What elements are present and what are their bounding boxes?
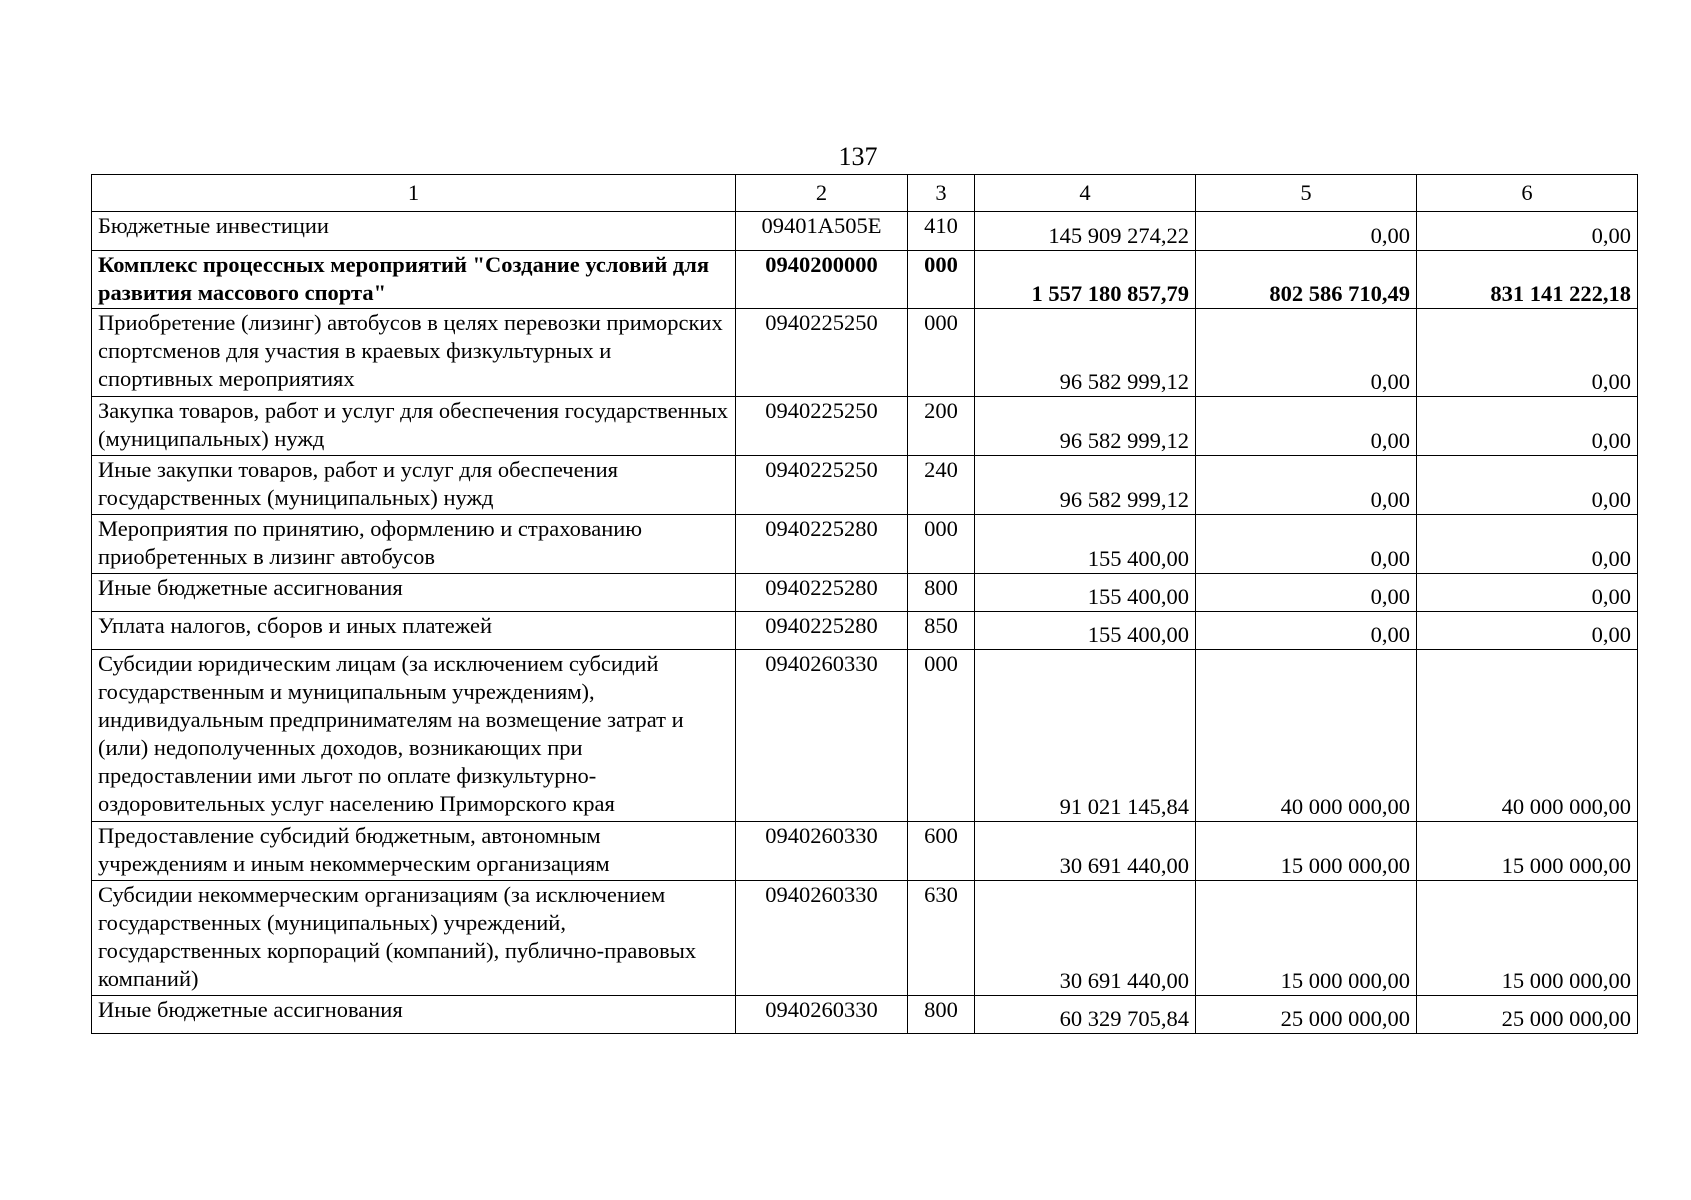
row-value-6: 831 141 222,18	[1417, 251, 1638, 309]
column-header-5: 5	[1196, 175, 1417, 212]
row-kvr: 000	[908, 251, 975, 309]
row-name: Субсидии юридическим лицам (за исключением субсидий государственным и муниципальным учреждениям), индивидуальным предпринимателям на возмещение затрат и (или) недополученных доходов, возникающих при предоставлении ими льгот по оплате физкультурно-оздоровительных услуг населению Приморского края	[92, 650, 736, 822]
row-name: Иные закупки товаров, работ и услуг для обеспечения государственных (муниципальных) нужд	[92, 456, 736, 515]
row-value-4: 155 400,00	[975, 574, 1196, 612]
row-value-4: 30 691 440,00	[975, 822, 1196, 881]
row-value-5: 0,00	[1196, 515, 1417, 574]
row-value-5: 25 000 000,00	[1196, 996, 1417, 1034]
table-row	[92, 309, 1638, 397]
row-value-6: 40 000 000,00	[1417, 650, 1638, 822]
row-value-4: 60 329 705,84	[975, 996, 1196, 1034]
table-row	[92, 881, 1638, 996]
row-value-4: 155 400,00	[975, 515, 1196, 574]
row-value-4: 155 400,00	[975, 612, 1196, 650]
row-name: Мероприятия по принятию, оформлению и страхованию приобретенных в лизинг автобусов	[92, 515, 736, 574]
row-value-5: 0,00	[1196, 309, 1417, 397]
row-value-6: 15 000 000,00	[1417, 881, 1638, 996]
row-kvr: 000	[908, 309, 975, 397]
row-code: 0940260330	[736, 822, 908, 881]
row-kvr: 630	[908, 881, 975, 996]
table-row	[92, 397, 1638, 456]
row-code: 09401A505E	[736, 212, 908, 251]
row-value-6: 25 000 000,00	[1417, 996, 1638, 1034]
column-header-2: 2	[736, 175, 908, 212]
row-code: 0940225250	[736, 309, 908, 397]
table-row	[92, 456, 1638, 515]
row-name: Приобретение (лизинг) автобусов в целях перевозки приморских спортсменов для участия в краевых физкультурных и спортивных мероприятиях	[92, 309, 736, 397]
row-value-4: 91 021 145,84	[975, 650, 1196, 822]
table-row	[92, 996, 1638, 1034]
table-row	[92, 650, 1638, 822]
row-name: Уплата налогов, сборов и иных платежей	[92, 612, 736, 650]
row-name: Иные бюджетные ассигнования	[92, 574, 736, 612]
row-value-4: 1 557 180 857,79	[975, 251, 1196, 309]
row-kvr: 000	[908, 515, 975, 574]
row-code: 0940225280	[736, 574, 908, 612]
row-kvr: 000	[908, 650, 975, 822]
page-number: 137	[838, 142, 878, 171]
row-value-4: 96 582 999,12	[975, 456, 1196, 515]
row-code: 0940200000	[736, 251, 908, 309]
row-value-5: 40 000 000,00	[1196, 650, 1417, 822]
row-kvr: 410	[908, 212, 975, 251]
row-value-6: 0,00	[1417, 515, 1638, 574]
row-value-6: 15 000 000,00	[1417, 822, 1638, 881]
row-code: 0940225250	[736, 397, 908, 456]
row-value-6: 0,00	[1417, 397, 1638, 456]
row-kvr: 800	[908, 996, 975, 1034]
row-value-5: 0,00	[1196, 212, 1417, 251]
row-value-4: 96 582 999,12	[975, 397, 1196, 456]
row-name: Бюджетные инвестиции	[92, 212, 736, 251]
row-code: 0940225280	[736, 515, 908, 574]
row-value-5: 0,00	[1196, 397, 1417, 456]
row-value-6: 0,00	[1417, 456, 1638, 515]
row-value-5: 0,00	[1196, 612, 1417, 650]
row-kvr: 600	[908, 822, 975, 881]
row-kvr: 240	[908, 456, 975, 515]
table-row	[92, 612, 1638, 650]
table-header-row	[92, 175, 1638, 212]
table-row	[92, 212, 1638, 251]
row-value-5: 0,00	[1196, 574, 1417, 612]
table-row	[92, 515, 1638, 574]
row-code: 0940225280	[736, 612, 908, 650]
table-row	[92, 822, 1638, 881]
row-value-4: 145 909 274,22	[975, 212, 1196, 251]
row-name: Иные бюджетные ассигнования	[92, 996, 736, 1034]
row-name: Комплекс процессных мероприятий "Создание условий для развития массового спорта"	[92, 251, 736, 309]
row-name: Субсидии некоммерческим организациям (за исключением государственных (муниципальных) учреждений, государственных корпораций (компаний), публично-правовых компаний)	[92, 881, 736, 996]
row-kvr: 800	[908, 574, 975, 612]
row-value-6: 0,00	[1417, 574, 1638, 612]
budget-table	[91, 174, 1638, 1034]
row-code: 0940260330	[736, 996, 908, 1034]
row-value-6: 0,00	[1417, 309, 1638, 397]
column-header-4: 4	[975, 175, 1196, 212]
row-value-5: 0,00	[1196, 456, 1417, 515]
table-row	[92, 251, 1638, 309]
row-value-6: 0,00	[1417, 212, 1638, 251]
row-kvr: 200	[908, 397, 975, 456]
row-name: Закупка товаров, работ и услуг для обеспечения государственных (муниципальных) нужд	[92, 397, 736, 456]
row-kvr: 850	[908, 612, 975, 650]
row-value-6: 0,00	[1417, 612, 1638, 650]
row-code: 0940260330	[736, 650, 908, 822]
row-value-5: 802 586 710,49	[1196, 251, 1417, 309]
column-header-3: 3	[908, 175, 975, 212]
column-header-6: 6	[1417, 175, 1638, 212]
row-value-4: 30 691 440,00	[975, 881, 1196, 996]
table-row	[92, 574, 1638, 612]
column-header-1: 1	[92, 175, 736, 212]
row-name: Предоставление субсидий бюджетным, автономным учреждениям и иным некоммерческим организациям	[92, 822, 736, 881]
row-value-4: 96 582 999,12	[975, 309, 1196, 397]
row-code: 0940260330	[736, 881, 908, 996]
row-code: 0940225250	[736, 456, 908, 515]
row-value-5: 15 000 000,00	[1196, 881, 1417, 996]
row-value-5: 15 000 000,00	[1196, 822, 1417, 881]
